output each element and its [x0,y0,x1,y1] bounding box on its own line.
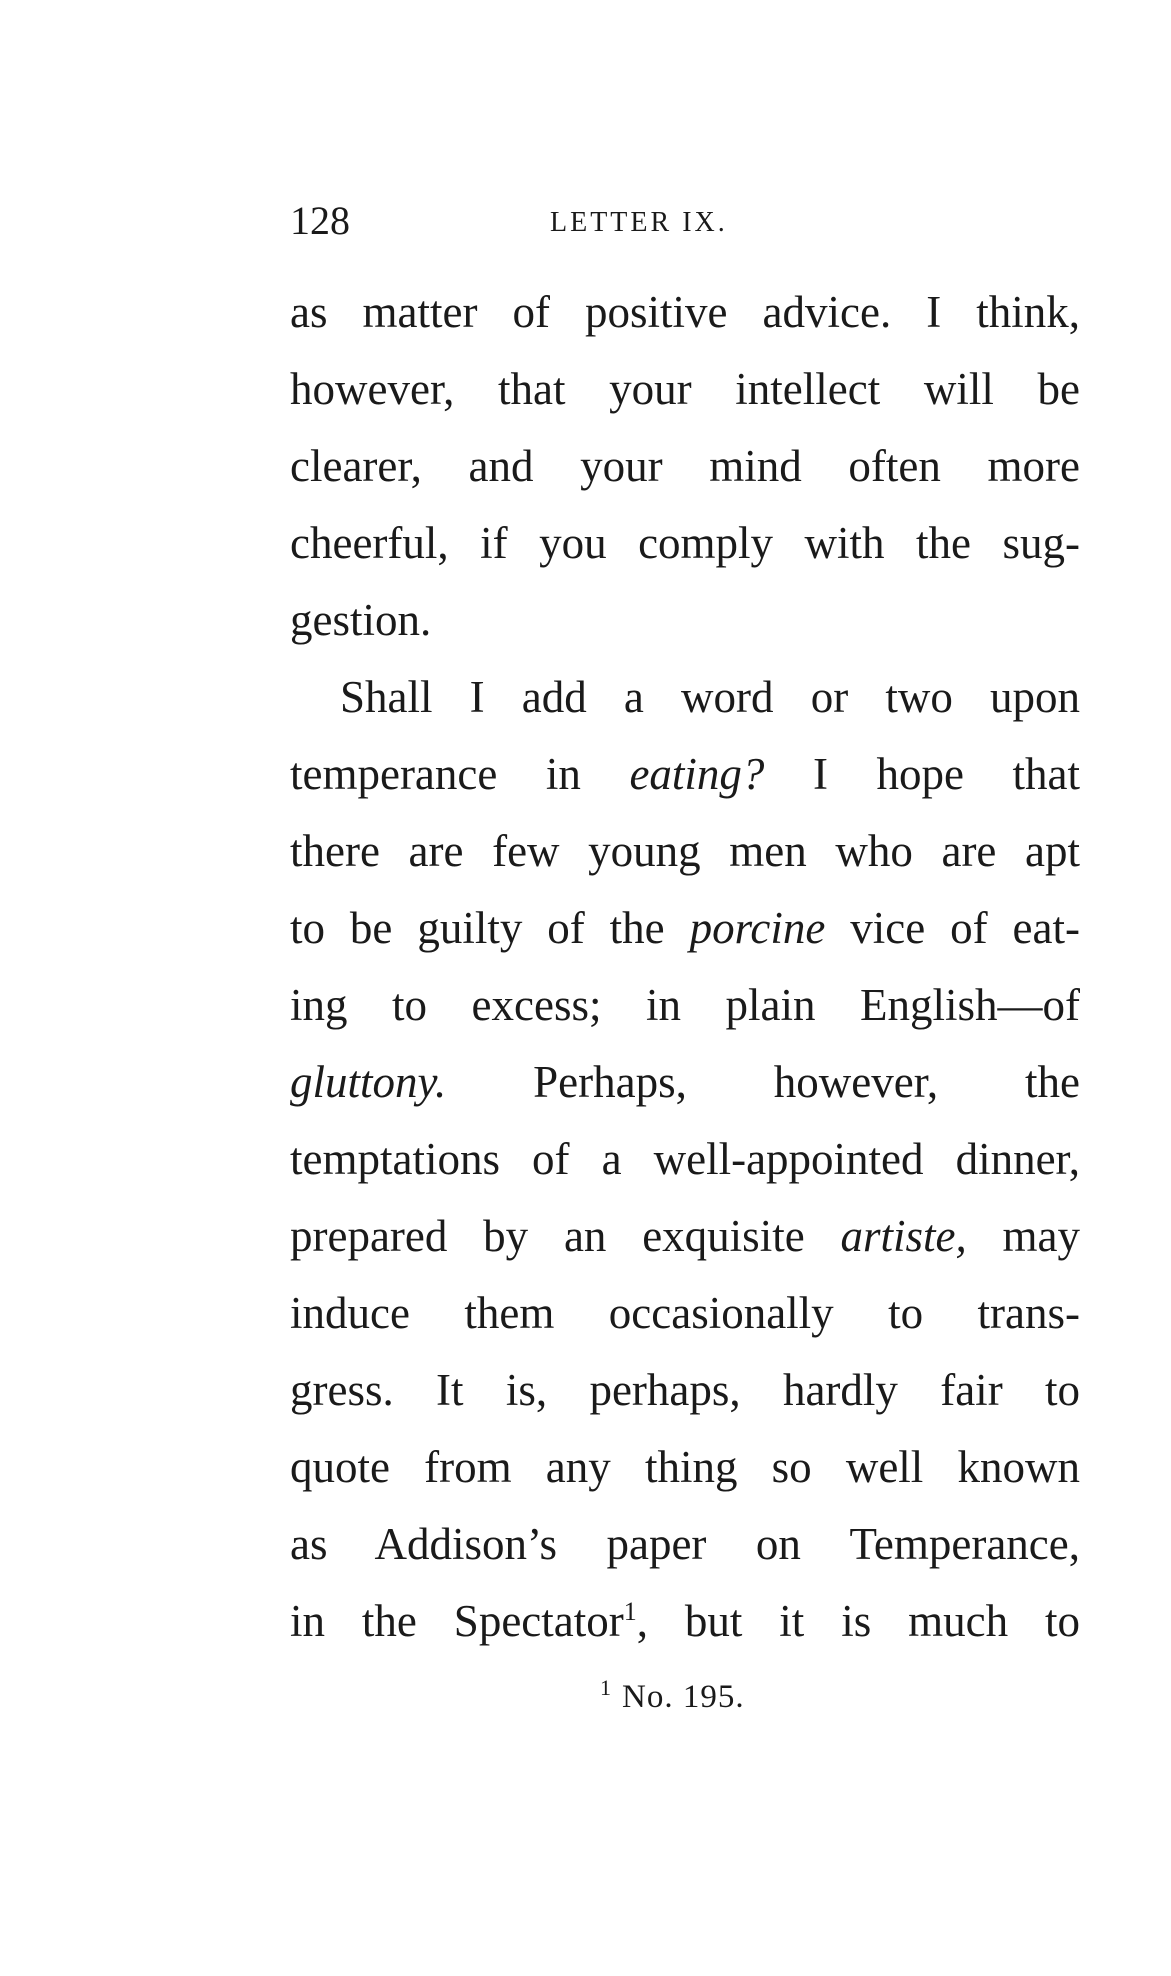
text-line: quote from any thing so well known [290,1442,1080,1492]
text-line: as Addison’s paper on Temperance, [290,1519,1080,1569]
footnote-marker: 1 [600,1675,612,1700]
text-run: Perhaps, however, the [446,1057,1080,1107]
text-run: in the Spectator [290,1596,624,1646]
text-line: there are few young men who are apt [290,826,1080,876]
text-run: vice of eat- [825,903,1080,953]
text-run: to be guilty of the [290,903,690,953]
text-line: ing to excess; in plain English—of [290,980,1080,1030]
text-line: Shall I add a word or two upon [340,672,1080,722]
text-line: clearer, and your mind often more [290,441,1080,491]
italic-word: gluttony. [290,1057,447,1107]
text-line [290,1044,1080,1121]
text-line: however, that your intellect will be [290,364,1080,414]
text-line: induce them occasionally to trans- [290,1288,1080,1338]
text-line [290,1198,1080,1275]
text-line [290,890,1080,967]
italic-word: eating? [629,749,765,799]
text-line: as matter of positive advice. I think, [290,287,1080,337]
page-number: 128 [290,198,350,243]
text-line [290,1583,1080,1660]
italic-word: porcine [689,903,826,953]
footnote-text: No. 195. [622,1679,745,1715]
footnote [600,1672,745,1722]
text-line: gestion. [290,595,432,645]
italic-word: artiste, [840,1211,967,1261]
text-run: prepared by an exquisite [290,1211,841,1261]
text-line: gress. It is, perhaps, hardly fair to [290,1365,1080,1415]
body-text [290,274,1080,1660]
text-run: may [966,1211,1080,1261]
text-run: I hope that [764,749,1081,799]
text-run: , but it is much to [636,1596,1081,1646]
text-line: temptations of a well-appointed dinner, [290,1134,1080,1184]
page-header [290,196,1080,246]
text-line: cheerful, if you comply with the sug- [290,518,1080,568]
text-line [290,736,1080,813]
text-run: temperance in [290,749,630,799]
running-title: LETTER IX. [550,207,728,238]
footnote-reference: 1 [623,1597,637,1626]
